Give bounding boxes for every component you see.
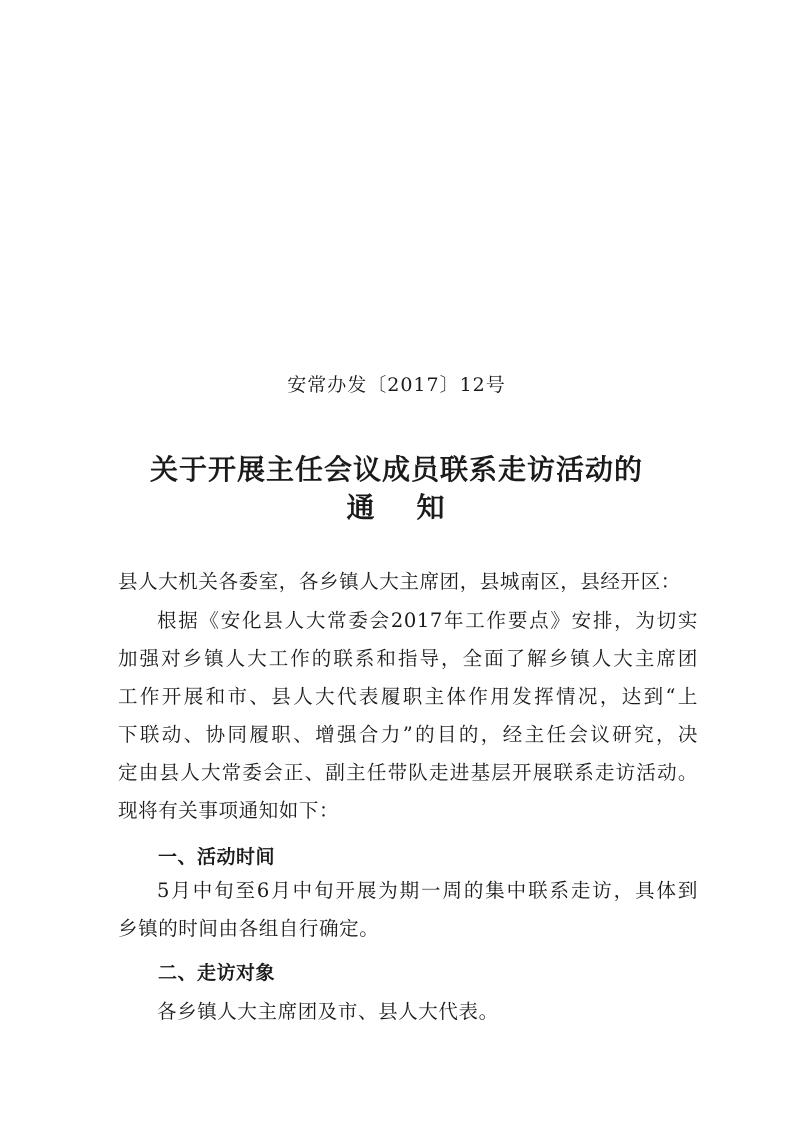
title-char-zhi: 知 <box>416 491 447 524</box>
document-number: 安常办发〔2017〕12号 <box>287 374 506 396</box>
section-heading-activity-time: 一、活动时间 <box>158 846 276 868</box>
notice-title-line1: 关于开展主任会议成员联系走访活动的 <box>149 453 643 486</box>
paragraph-line: 加强对乡镇人大工作的联系和指导，全面了解乡镇人大主席团 <box>118 647 698 670</box>
paragraph-line: 根据《安化县人大常委会2017年工作要点》安排，为切实 <box>157 609 698 632</box>
paragraph-line: 定由县人大常委会正、副主任带队走进基层开展联系走访活动。 <box>118 761 698 784</box>
salutation <box>118 563 698 601</box>
paragraph-intro <box>118 602 698 830</box>
paragraph-visit-targets <box>118 993 698 1031</box>
section-heading-visit-targets: 二、走访对象 <box>158 962 276 984</box>
paragraph-line: 现将有关事项通知如下： <box>118 799 340 822</box>
salutation-text: 县人大机关各委室，各乡镇人大主席团，县城南区，县经开区： <box>118 570 681 593</box>
paragraph-line: 工作开展和市、县人大代表履职主体作用发挥情况，达到“上 <box>118 685 698 708</box>
paragraph-line: 下联动、协同履职、增强合力”的目的，经主任会议研究，决 <box>118 723 698 746</box>
paragraph-line: 各乡镇人大主席团及市、县人大代表。 <box>157 1000 499 1023</box>
paragraph-line: 5月中旬至6月中旬开展为期一周的集中联系走访，具体到 <box>157 879 698 902</box>
paragraph-activity-time <box>118 872 698 948</box>
title-char-tong: 通 <box>346 491 377 524</box>
paragraph-line: 乡镇的时间由各组自行确定。 <box>118 917 380 940</box>
notice-title-line2 <box>0 486 793 526</box>
